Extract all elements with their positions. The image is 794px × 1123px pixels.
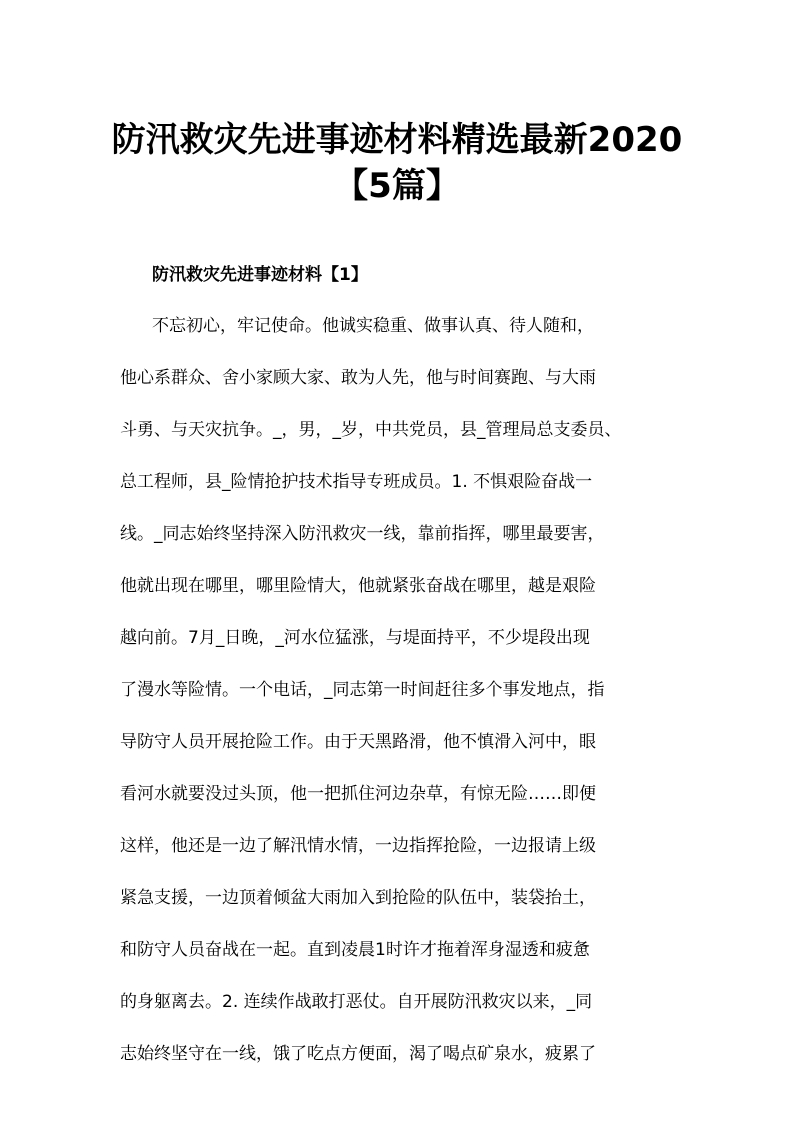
document-title-line-1: 防汛救灾先进事迹材料精选最新2020 [111, 120, 683, 160]
paragraph-line: 斗勇、与天灾抗争。_，男，_岁，中共党员，县_管理局总支委员、 [120, 420, 622, 440]
paragraph-line: 和防守人员奋战在一起。直到凌晨1时许才拖着浑身湿透和疲惫 [120, 940, 590, 960]
paragraph-line: 了漫水等险情。一个电话，_同志第一时间赶往多个事发地点，指 [120, 680, 605, 700]
section-heading: 防汛救灾先进事迹材料【1】 [152, 265, 368, 285]
paragraph-line: 这样，他还是一边了解汛情水情，一边指挥抢险，一边报请上级 [120, 836, 596, 856]
paragraph-line: 总工程师，县_险情抢护技术指导专班成员。1. 不惧艰险奋战一 [120, 472, 593, 492]
paragraph-line: 不忘初心，牢记使命。他诚实稳重、做事认真、待人随和， [152, 316, 594, 336]
document-title-line-2: 【5篇】 [334, 166, 460, 206]
paragraph-line: 看河水就要没过头顶，他一把抓住河边杂草，有惊无险……即便 [120, 784, 596, 804]
paragraph-line: 线。_同志始终坚持深入防汛救灾一线，靠前指挥，哪里最要害， [120, 524, 605, 544]
paragraph-line: 紧急支援，一边顶着倾盆大雨加入到抢险的队伍中，装袋抬土， [120, 888, 596, 908]
paragraph-line: 他就出现在哪里，哪里险情大，他就紧张奋战在哪里，越是艰险 [120, 576, 596, 596]
paragraph-line: 越向前。7月_日晚，_河水位猛涨，与堤面持平，不少堤段出现 [120, 628, 590, 648]
paragraph-line: 的身躯离去。2. 连续作战敢打恶仗。自开展防汛救灾以来，_同 [120, 992, 593, 1012]
paragraph-line: 导防守人员开展抢险工作。由于天黑路滑，他不慎滑入河中，眼 [120, 732, 596, 752]
paragraph-line: 志始终坚守在一线，饿了吃点方便面，渴了喝点矿泉水，疲累了 [120, 1044, 596, 1064]
paragraph-line: 他心系群众、舍小家顾大家、敢为人先，他与时间赛跑、与大雨 [120, 368, 596, 388]
